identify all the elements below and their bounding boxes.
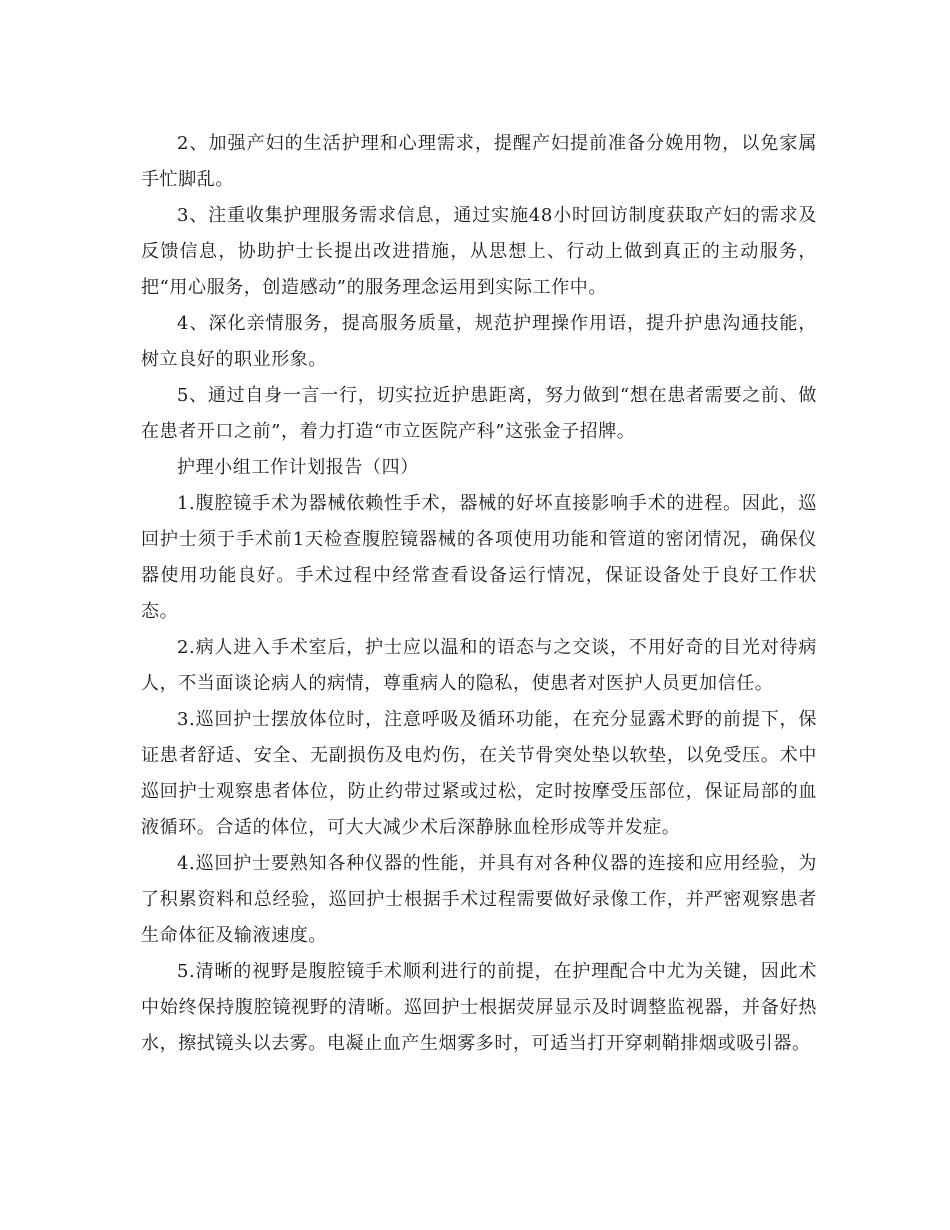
paragraph-2: 2、加强产妇的生活护理和心理需求，提醒产妇提前准备分娩用物，以免家属手忙脚乱。 <box>141 133 817 190</box>
paragraph-5: 5、通过自身一言一行，切实拉近护患距离，努力做到“想在患者需要之前、做在患者开口之前”，着力打造“市立医院产科”这张金子招牌。 <box>141 385 817 442</box>
paragraph-3: 3、注重收集护理服务需求信息，通过实施48小时回访制度获取产妇的需求及反馈信息，协助护士长提出改进措施，从思想上、行动上做到真正的主动服务，把“用心服务，创造感动”的服务理念运用到实际工作中。 <box>141 205 817 298</box>
section-paragraph-1: 1.腹腔镜手术为器械依赖性手术，器械的好坏直接影响手术的进程。因此，巡回护士须于手术前1天检查腹腔镜器械的各项使用功能和管道的密闭情况，确保仪器使用功能良好。手术过程中经常查看设备运行情况，保证设备处于良好工作状态。 <box>141 493 817 622</box>
section-paragraph-2: 2.病人进入手术室后，护士应以温和的语态与之交谈，不用好奇的目光对待病人，不当面谈论病人的病情，尊重病人的隐私，使患者对医护人员更加信任。 <box>141 637 817 694</box>
section-paragraph-5: 5.清晰的视野是腹腔镜手术顺利进行的前提，在护理配合中尤为关键，因此术中始终保持腹腔镜视野的清晰。巡回护士根据荧屏显示及时调整监视器，并备好热水，擦拭镜头以去雾。电凝止血产生烟雾多时，可适当打开穿刺鞘排烟或吸引器。 <box>141 961 817 1054</box>
section-paragraph-4: 4.巡回护士要熟知各种仪器的性能，并具有对各种仪器的连接和应用经验，为了积累资料和总经验，巡回护士根据手术过程需要做好录像工作，并严密观察患者生命体征及输液速度。 <box>141 853 817 946</box>
section-heading: 护理小组工作计划报告（四） <box>177 457 419 478</box>
paragraph-4: 4、深化亲情服务，提高服务质量，规范护理操作用语，提升护患沟通技能，树立良好的职业形象。 <box>141 313 817 370</box>
document-body <box>141 126 817 1062</box>
section-paragraph-3: 3.巡回护士摆放体位时，注意呼吸及循环功能，在充分显露术野的前提下，保证患者舒适、安全、无副损伤及电灼伤，在关节骨突处垫以软垫，以免受压。术中巡回护士观察患者体位，防止约带过紧或过松，定时按摩受压部位，保证局部的血液循环。合适的体位，可大大减少术后深静脉血栓形成等并发症。 <box>141 709 817 838</box>
